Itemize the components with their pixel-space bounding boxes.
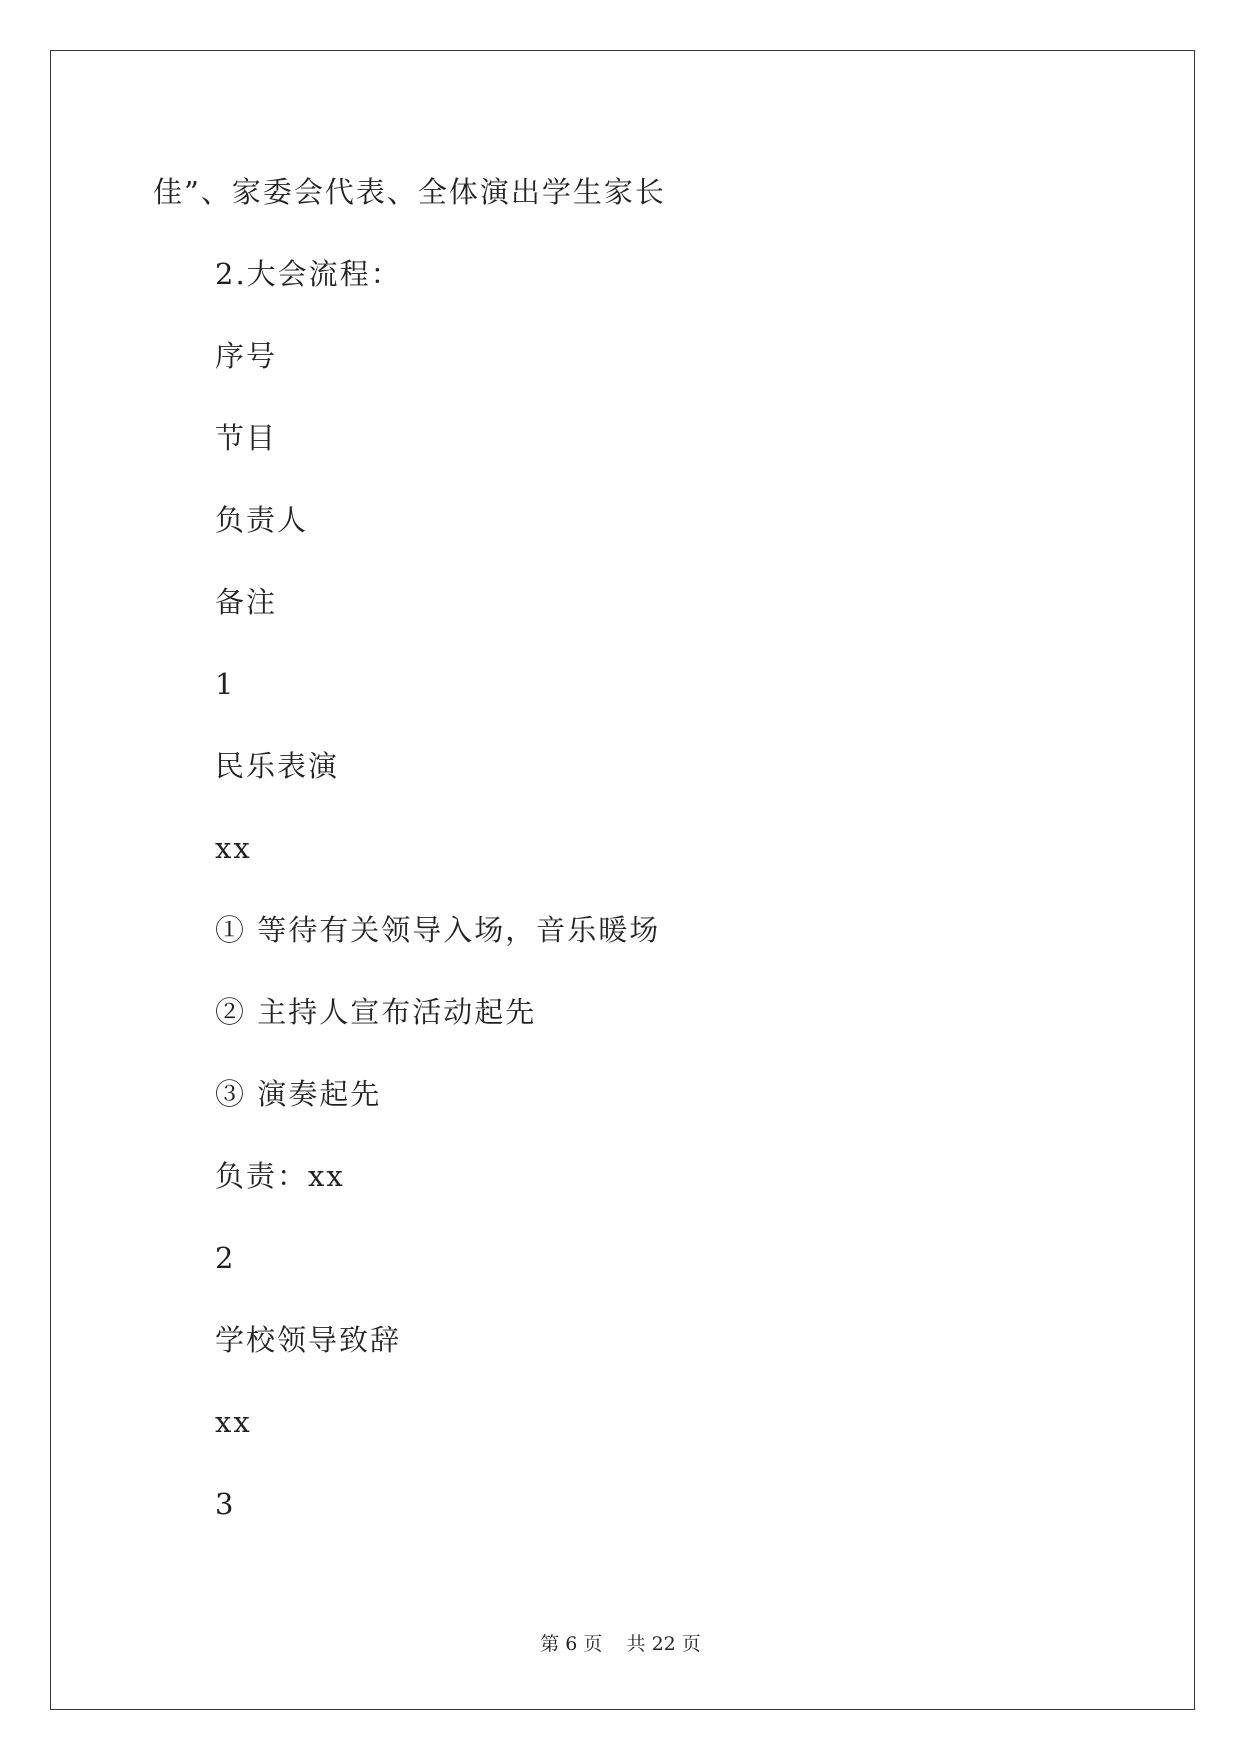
table-cell-number: 2	[215, 1241, 236, 1275]
page-border	[50, 50, 1195, 1710]
table-cell-owner: xx	[215, 831, 252, 865]
table-cell-owner: xx	[215, 1405, 252, 1439]
table-header-owner: 负责人	[215, 503, 309, 537]
table-cell-program: 民乐表演	[215, 749, 340, 783]
section-heading-agenda: 2.大会流程：	[215, 257, 402, 291]
table-cell-program: 学校领导致辞	[215, 1323, 402, 1357]
table-header-number: 序号	[215, 339, 278, 373]
table-header-program: 节目	[215, 421, 278, 455]
page-footer	[0, 1632, 1241, 1656]
table-cell-note: ③ 演奏起先	[215, 1077, 382, 1111]
table-cell-note: ① 等待有关领导入场，音乐暖场	[215, 913, 661, 947]
page-number-label: 第 6 页 共 22 页	[540, 1633, 701, 1655]
table-header-notes: 备注	[215, 585, 278, 619]
table-cell-number: 1	[215, 667, 236, 701]
table-cell-number: 3	[215, 1487, 236, 1521]
text-line-continuation: 佳”、家委会代表、全体演出学生家长	[153, 175, 666, 209]
table-cell-note: ② 主持人宣布活动起先	[215, 995, 537, 1029]
table-cell-note: 负责：xx	[215, 1159, 345, 1193]
